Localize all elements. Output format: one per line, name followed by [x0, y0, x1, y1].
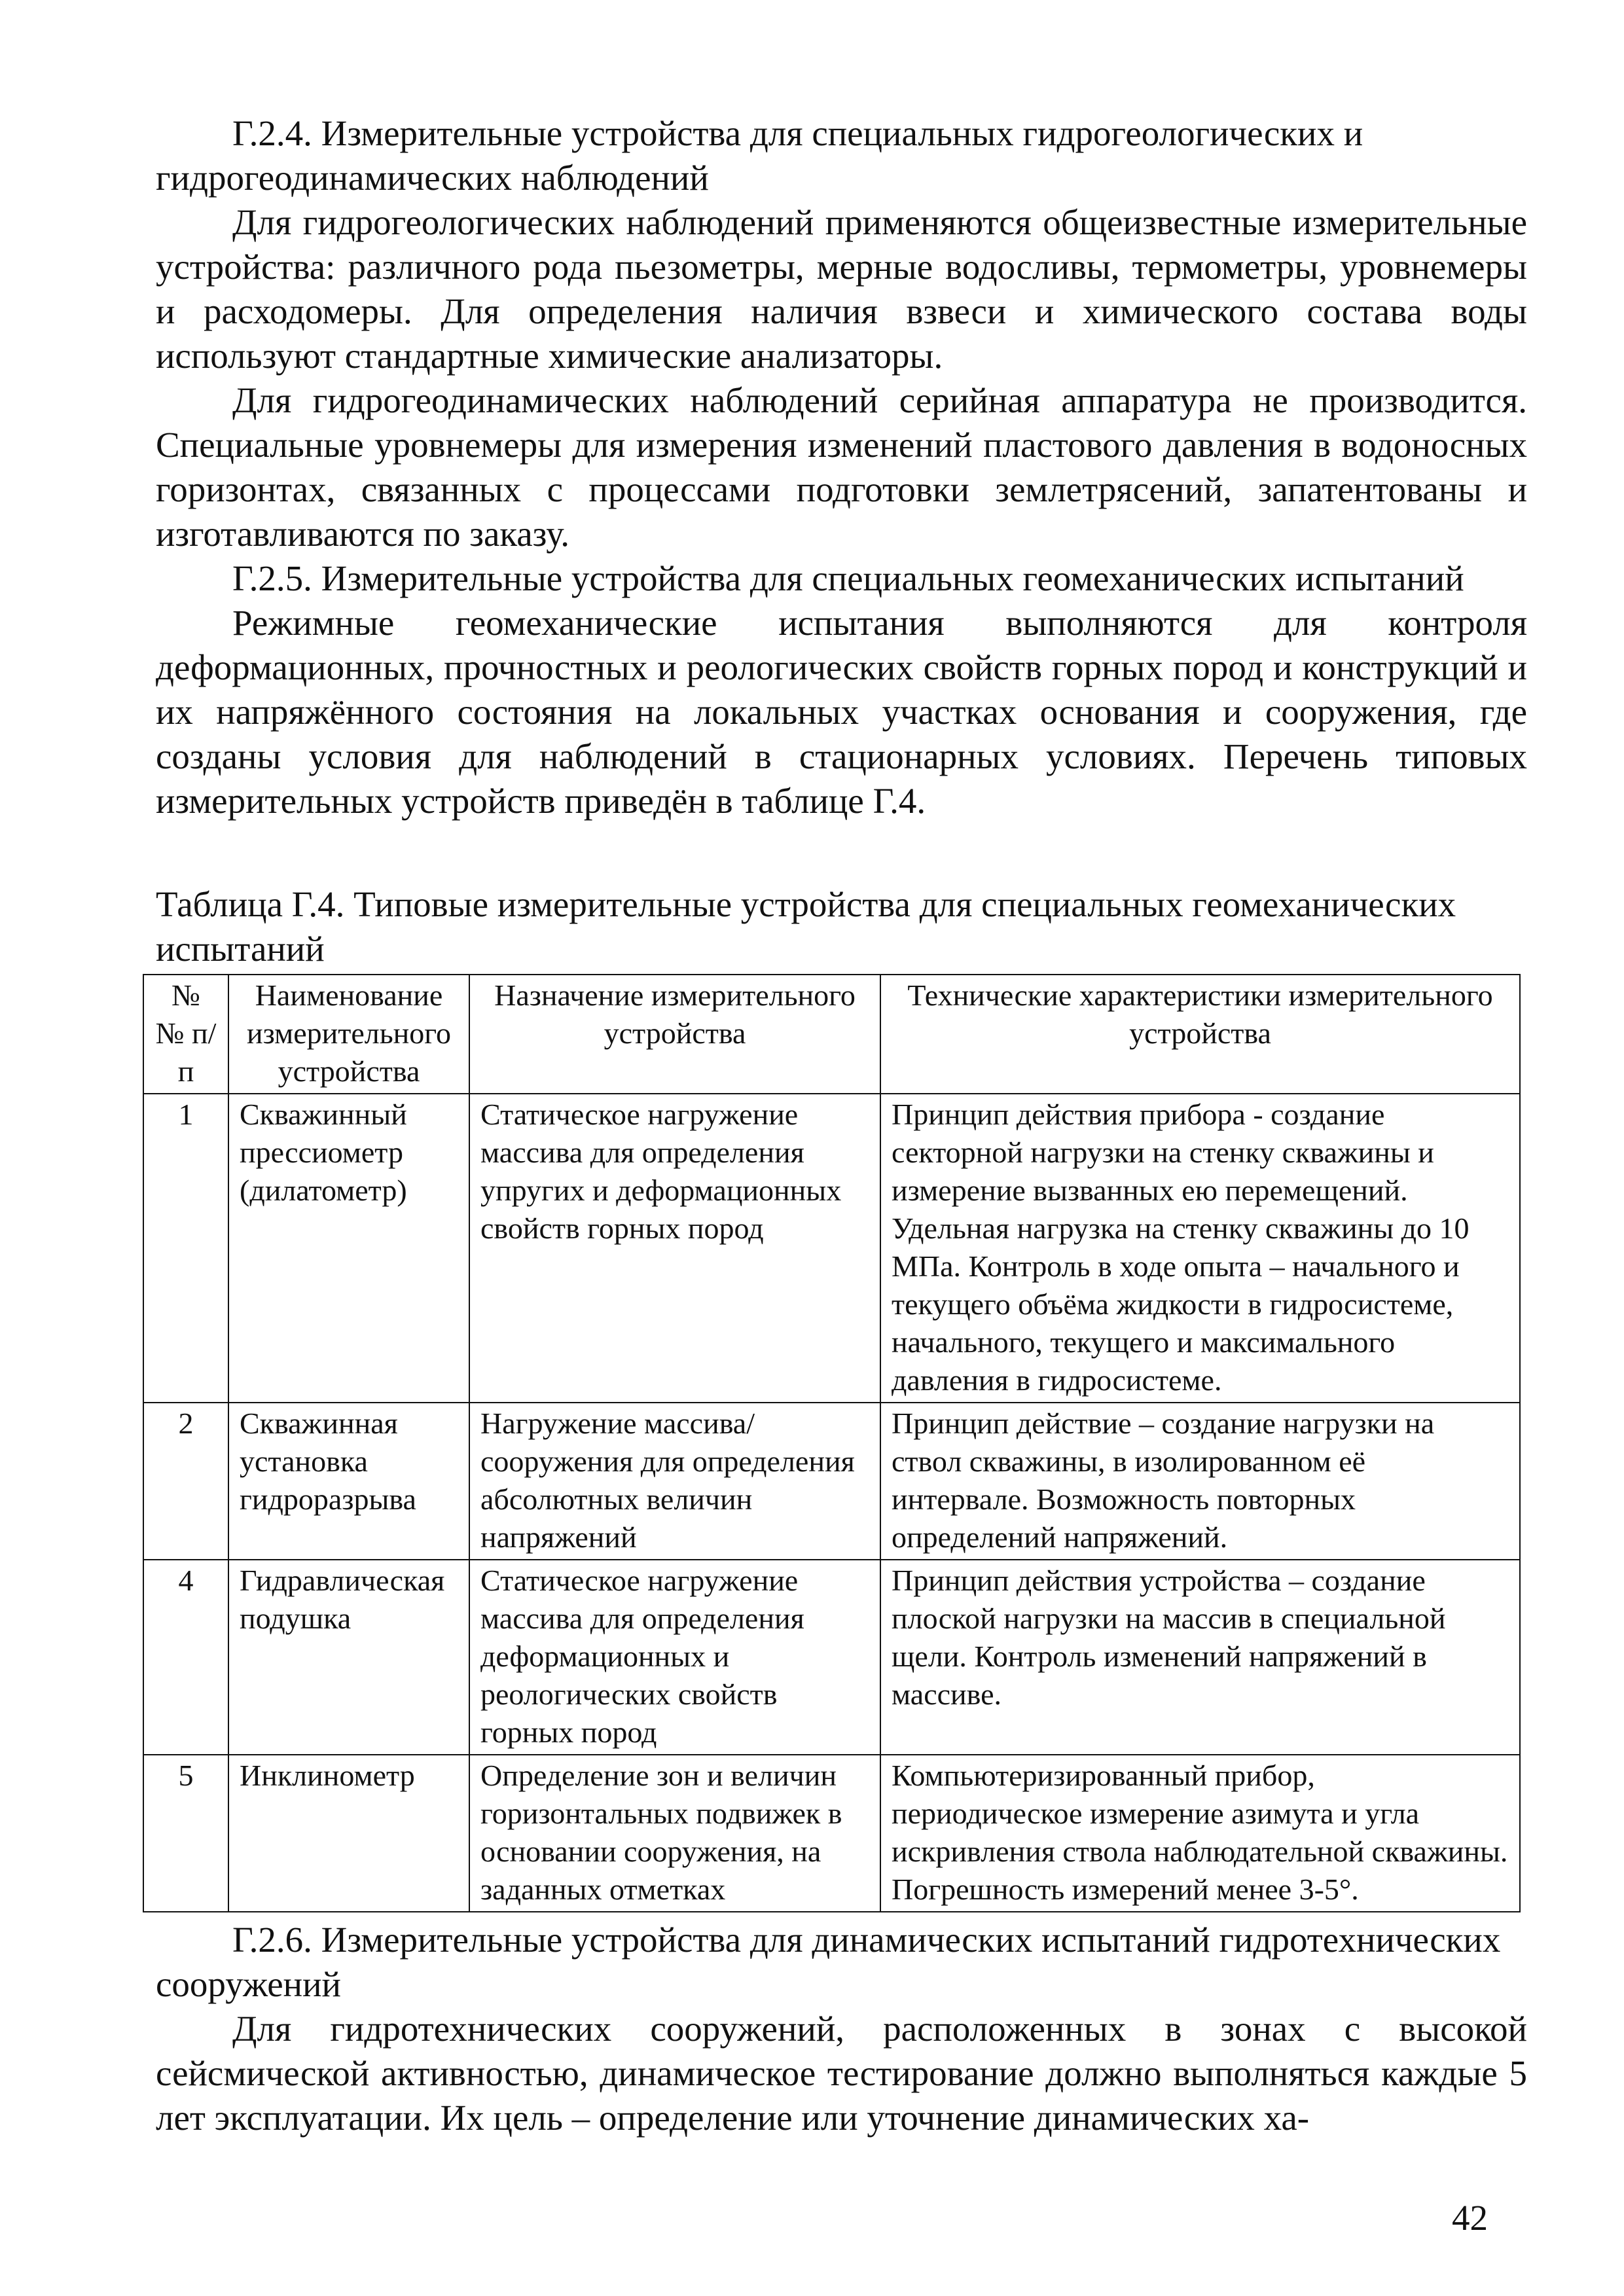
section-heading-g24: Г.2.4. Измерительные устройства для специальных гидрогеологических и гидрогеодинамических наблюдений [156, 113, 1363, 198]
cell-specs: Принцип действие – создание нагрузки на ствол скважины, в изолированном её интервале. Возможность повторных определений напряжений. [880, 1403, 1520, 1560]
header-num: № № п/п [143, 975, 228, 1094]
table-row [143, 1560, 1520, 1755]
table-caption: Таблица Г.4. Типовые измерительные устройства для специальных геомеханических испытаний [156, 884, 1456, 969]
cell-specs: Принцип действия устройства – создание плоской нагрузки на массив в специальной щели. Контроль изменений напряжений в массиве. [880, 1560, 1520, 1755]
header-specs: Технические характеристики измерительного устройства [880, 975, 1520, 1094]
devices-table [143, 974, 1521, 1912]
cell-num: 4 [143, 1560, 228, 1755]
cell-name: Скважинная установка гидроразрыва [228, 1403, 469, 1560]
page-number: 42 [1452, 2198, 1488, 2238]
paragraph-g24-1: Для гидрогеологических наблюдений применяются общеизвестные измерительные устройства: различного рода пьезометры, мерные водосливы, термометры, уровнемеры и расходомеры. Для определения наличия взвеси и химического состава воды используют стандартные химические анализаторы. [156, 202, 1527, 376]
header-name: Наименование измерительного устройства [228, 975, 469, 1094]
cell-num: 2 [143, 1403, 228, 1560]
cell-purpose: Определение зон и величин горизонтальных подвижек в основании сооружения, на заданных отметках [469, 1755, 880, 1912]
header-purpose: Назначение измерительного устройства [469, 975, 880, 1094]
table-row [143, 1403, 1520, 1560]
document-page [156, 111, 1527, 2140]
table-header-row [143, 975, 1520, 1094]
cell-num: 1 [143, 1094, 228, 1403]
table-row [143, 1094, 1520, 1403]
cell-specs: Компьютеризированный прибор, периодическое измерение азимута и угла искривления ствола наблюдательной скважины. Погрешность измерений менее 3-5°. [880, 1755, 1520, 1912]
cell-purpose: Статическое нагружение массива для определения упругих и деформационных свойств горных пород [469, 1094, 880, 1403]
cell-purpose: Статическое нагружение массива для определения деформационных и реологических свойств горных пород [469, 1560, 880, 1755]
cell-name: Скважинный прессиометр (дилатометр) [228, 1094, 469, 1403]
table-row [143, 1755, 1520, 1912]
cell-name: Гидравлическая подушка [228, 1560, 469, 1755]
paragraph-g26-1: Для гидротехнических сооружений, расположенных в зонах с высокой сейсмической активностью, динамическое тестирование должно выполняться каждые 5 лет эксплуатации. Их цель – определение или уточнение динамических ха- [156, 2009, 1527, 2138]
cell-specs: Принцип действия прибора - создание секторной нагрузки на стенку скважины и измерение вызванных ею перемещений. Удельная нагрузка на стенку скважины до 10 МПа. Контроль в ходе опыта – начального и текущего объёма жидкости в гидросистеме, начального, текущего и максимального давления в гидросистеме. [880, 1094, 1520, 1403]
cell-num: 5 [143, 1755, 228, 1912]
cell-name: Инклинометр [228, 1755, 469, 1912]
cell-purpose: Нагружение массива/сооружения для определения абсолютных величин напряжений [469, 1403, 880, 1560]
section-heading-g25: Г.2.5. Измерительные устройства для специальных геомеханических испытаний [232, 558, 1464, 598]
paragraph-g25-1: Режимные геомеханические испытания выполняются для контроля деформационных, прочностных и реологических свойств горных пород и конструкций и их напряжённого состояния на локальных участках основания и сооружения, где созданы условия для наблюдений в стационарных условиях. Перечень типовых измерительных устройств приведён в таблице Г.4. [156, 603, 1527, 821]
paragraph-g24-2: Для гидрогеодинамических наблюдений серийная аппаратура не производится. Специальные уровнемеры для измерения изменений пластового давления в водоносных горизонтах, связанных с процессами подготовки землетрясений, запатентованы и изготавливаются по заказу. [156, 380, 1527, 554]
section-heading-g26: Г.2.6. Измерительные устройства для динамических испытаний гидротехнических сооружений [156, 1920, 1501, 2004]
